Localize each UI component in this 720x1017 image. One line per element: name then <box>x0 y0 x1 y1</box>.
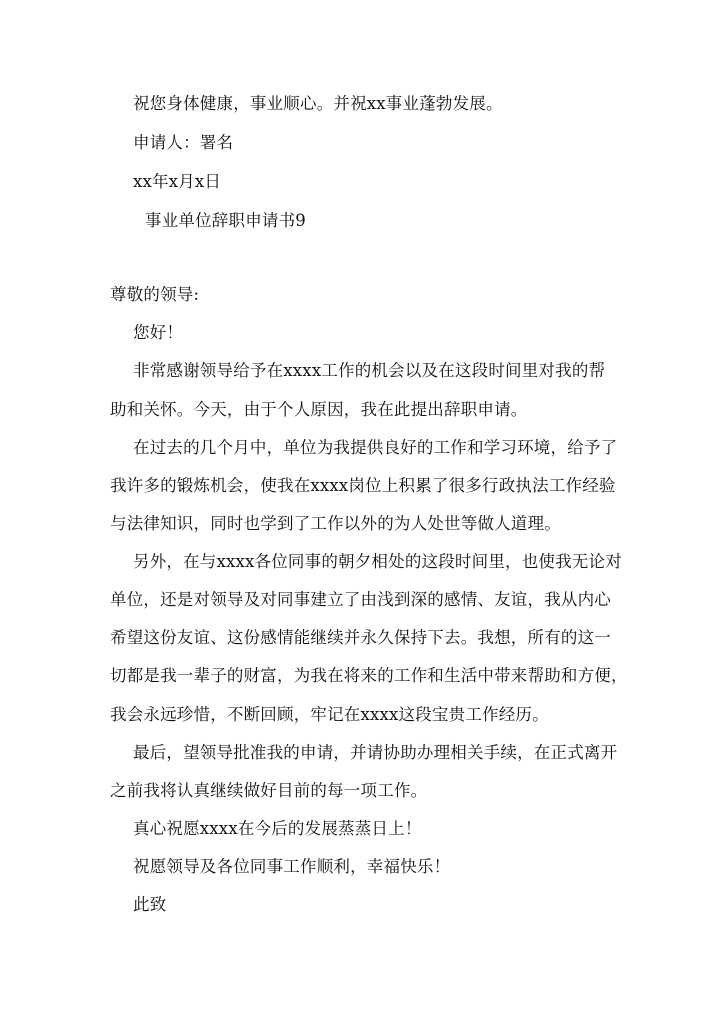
applicant-signature-line: 申请人：署名 <box>133 133 234 152</box>
paragraph-2-line-3: 与法律知识，同时也学到了工作以外的为人处世等做人道理。 <box>110 514 561 533</box>
paragraph-3-line-2: 单位，还是对领导及对同事建立了由浅到深的感情、友谊，我从内心 <box>110 590 611 609</box>
paragraph-3-line-5: 我会永远珍惜，不断回顾，牢记在xxxx这段宝贵工作经历。 <box>110 705 549 724</box>
closing-line: 此致 <box>133 895 167 914</box>
section-title: 事业单位辞职申请书9 <box>145 211 306 230</box>
paragraph-4-line-1: 最后，望领导批准我的申请，并请协助办理相关手续，在正式离开 <box>133 743 618 762</box>
paragraph-1-line-2: 助和关怀。今天，由于个人原因，我在此提出辞职申请。 <box>110 400 528 419</box>
salutation: 尊敬的领导: <box>110 285 200 304</box>
wish-line-2: 祝愿领导及各位同事工作顺利，幸福快乐！ <box>133 857 451 876</box>
paragraph-2-line-2: 我许多的锻炼机会，使我在xxxx岗位上积累了很多行政执法工作经验 <box>110 476 616 495</box>
paragraph-3-line-1: 另外，在与xxxx各位同事的朝夕相处的这段时间里，也使我无论对 <box>133 552 622 571</box>
paragraph-2-line-1: 在过去的几个月中，单位为我提供良好的工作和学习环境，给予了 <box>133 438 618 457</box>
greeting: 您好！ <box>133 323 184 342</box>
paragraph-3-line-4: 切都是我一辈子的财富，为我在将来的工作和生活中带来帮助和方便， <box>110 666 628 685</box>
wish-line-1: 真心祝愿xxxx在今后的发展蒸蒸日上！ <box>133 819 422 838</box>
paragraph-3-line-3: 希望这份友谊、这份感情能继续并永久保持下去。我想，所有的这一 <box>110 628 611 647</box>
paragraph-4-line-2: 之前我将认真继续做好目前的每一项工作。 <box>110 781 428 800</box>
date-line: xx年x月x日 <box>133 172 222 191</box>
closing-wishes-line: 祝您身体健康，事业顺心。并祝xx事业蓬勃发展。 <box>133 94 503 113</box>
paragraph-1-line-1: 非常感谢领导给予在xxxx工作的机会以及在这段时间里对我的帮 <box>133 361 606 380</box>
